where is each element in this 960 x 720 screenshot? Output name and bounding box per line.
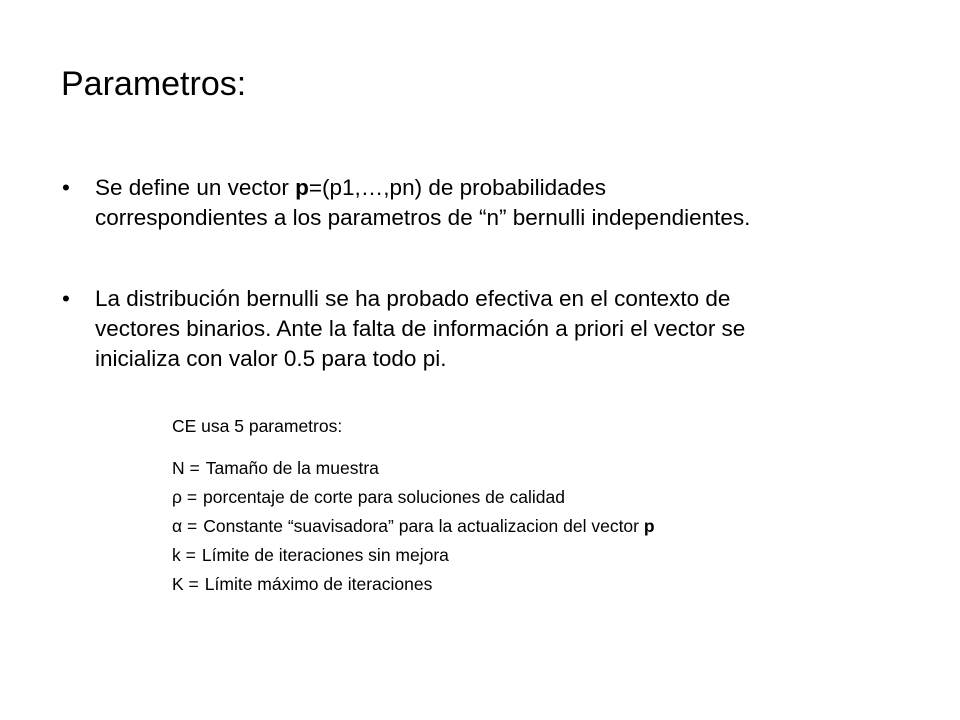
vector-p-bold: p <box>643 516 655 536</box>
vector-p-bold: p <box>295 175 309 200</box>
param-row-alpha: α = Constante “suavisadora” para la actualizacion del vector p <box>172 516 655 536</box>
bullet2-line2: vectores binarios. Ante la falta de información a priori el vector se <box>95 316 746 341</box>
bullet-dot-icon: • <box>62 175 70 200</box>
parameters-block <box>172 412 655 599</box>
parameters-list <box>172 454 655 599</box>
param-row-k-small: k = Límite de iteraciones sin mejora <box>172 545 449 565</box>
bullet-text <box>95 284 862 374</box>
param-row-n: N = Tamaño de la muestra <box>172 458 379 478</box>
param-row-rho: ρ = porcentaje de corte para soluciones de calidad <box>172 487 565 507</box>
parameters-header: CE usa 5 parametros: <box>172 416 343 436</box>
bullet2-line1: La distribución bernulli se ha probado efectiva en el contexto de <box>95 286 731 311</box>
slide-title: Parametros: <box>61 65 247 103</box>
bullet2-line3: inicializa con valor 0.5 para todo pi. <box>95 346 447 371</box>
bullet-bernulli-distribution <box>62 284 862 374</box>
bullet1-line1: Se define un vector p=(p1,…,pn) de probabilidades <box>95 175 606 200</box>
param-row-k-large: K = Límite máximo de iteraciones <box>172 574 433 594</box>
bullet-vector-definition <box>62 173 862 233</box>
bullet-text <box>95 173 862 233</box>
bullet1-line2: correspondientes a los parametros de “n” bernulli independientes. <box>95 205 751 230</box>
bullet-dot-icon: • <box>62 286 70 311</box>
